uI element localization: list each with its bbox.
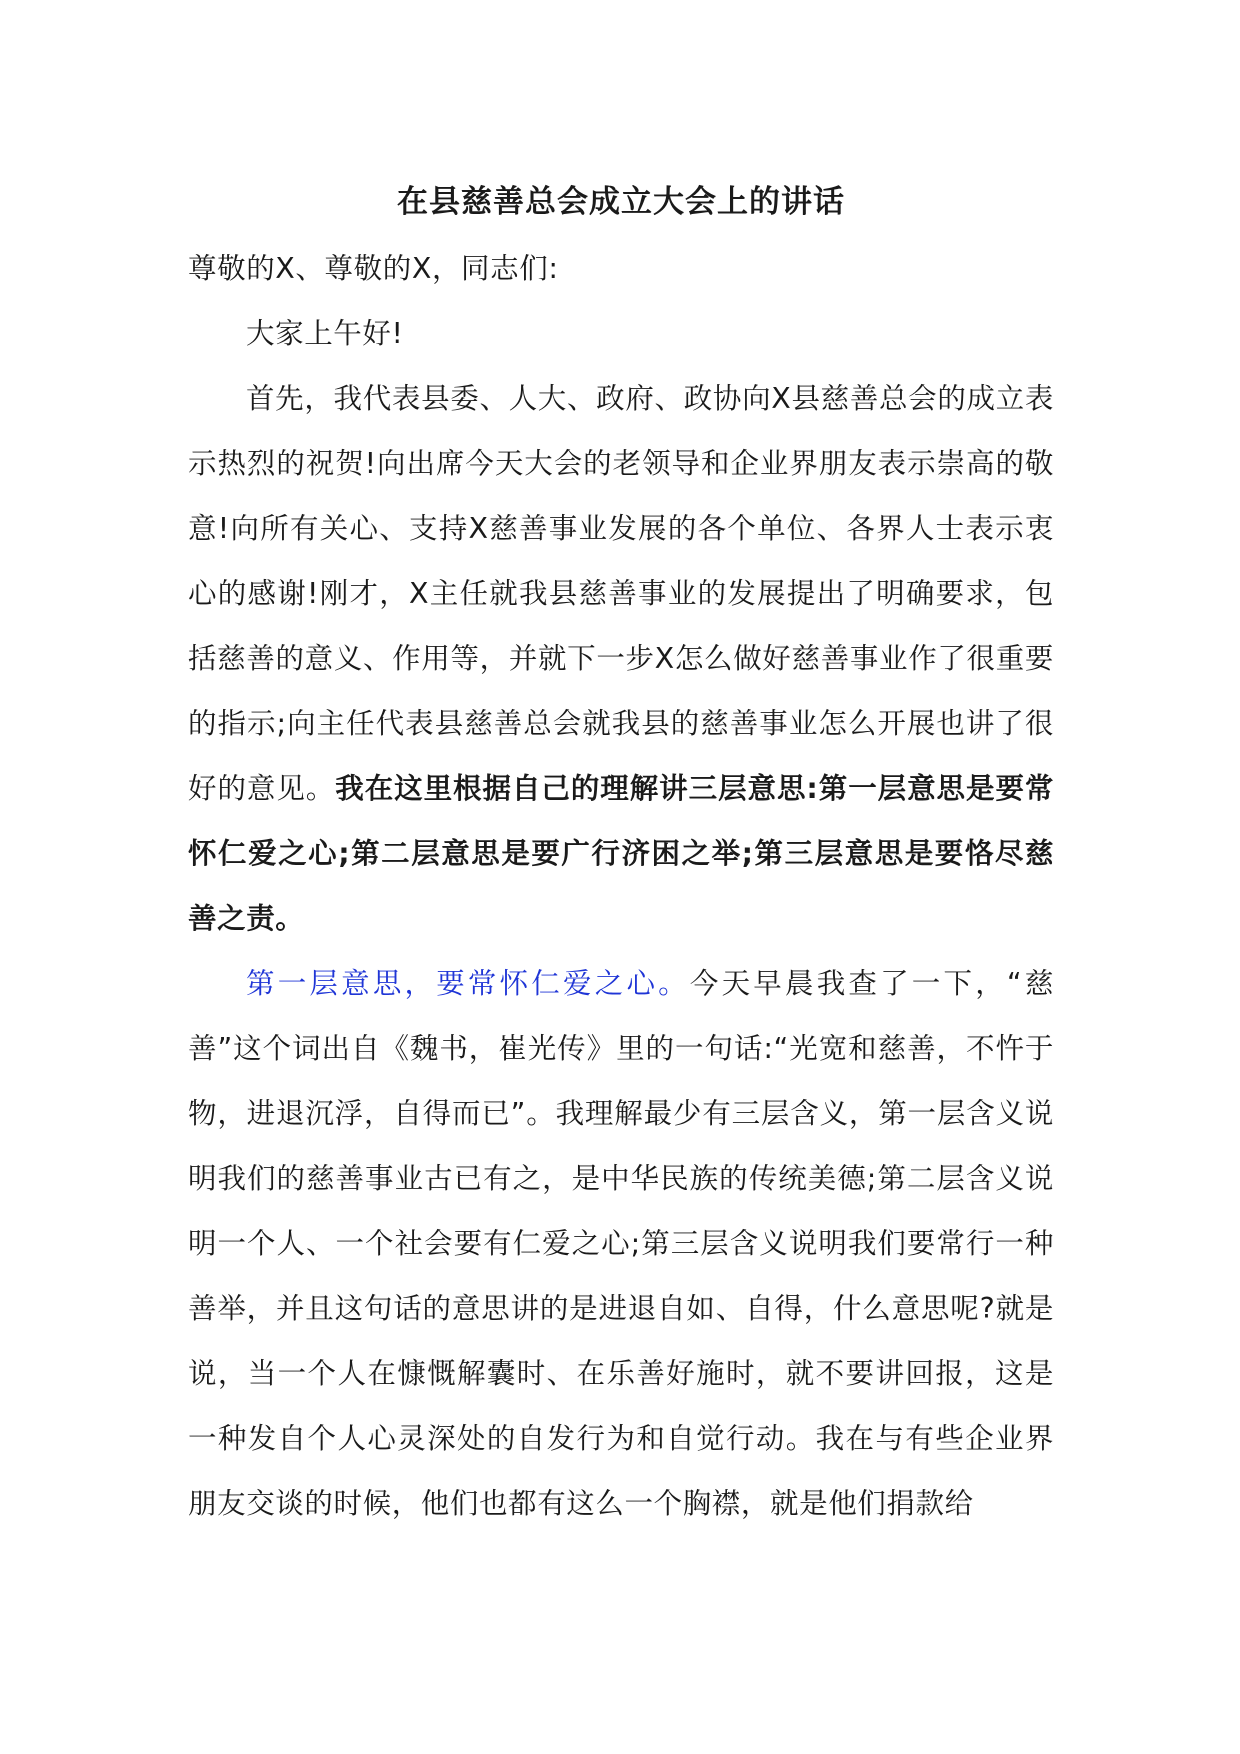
salutation: 尊敬的X、尊敬的X，同志们: — [188, 252, 559, 285]
document-page — [188, 170, 1054, 1536]
first-point-heading: 第一层意思，要常怀仁爱之心。 — [246, 967, 690, 1000]
paragraph-opening-text: 首先，我代表县委、人大、政府、政协向X县慈善总会的成立表示热烈的祝贺!向出席今天大会的老领导和企业界朋友表示崇高的敬意!向所有关心、支持X慈善事业发展的各个单位、各界人士表示衷心的感谢!刚才，X主任就我县慈善事业的发展提出了明确要求，包括慈善的意义、作用等，并就下一步X怎么做好慈善事业作了很重要的指示;向主任代表县慈善总会就我县的慈善事业怎么开展也讲了很好的意见。 — [188, 382, 1054, 805]
paragraph-opening-bold: 我在这里根据自己的理解讲三层意思:第一层意思是要常怀仁爱之心;第二层意思是要广行济困之举;第三层意思是要恪尽慈善之责。 — [188, 772, 1054, 935]
greeting: 大家上午好! — [246, 317, 404, 350]
paragraph-first-point — [188, 951, 1054, 1536]
paragraph-opening — [188, 366, 1054, 951]
first-point-text: 今天早晨我查了一下，“慈善”这个词出自《魏书，崔光传》里的一句话:“光宽和慈善，不忤于物，进退沉浮，自得而已”。我理解最少有三层含义，第一层含义说明我们的慈善事业古已有之，是中华民族的传统美德;第二层含义说明一个人、一个社会要有仁爱之心;第三层含义说明我们要常行一种善举，并且这句话的意思讲的是进退自如、自得，什么意思呢?就是说，当一个人在慷慨解囊时、在乐善好施时，就不要讲回报，这是一种发自个人心灵深处的自发行为和自觉行动。我在与有些企业界朋友交谈的时候，他们也都有这么一个胸襟，就是他们捐款给 — [188, 967, 1054, 1520]
document-title: 在县慈善总会成立大会上的讲话 — [397, 184, 845, 220]
